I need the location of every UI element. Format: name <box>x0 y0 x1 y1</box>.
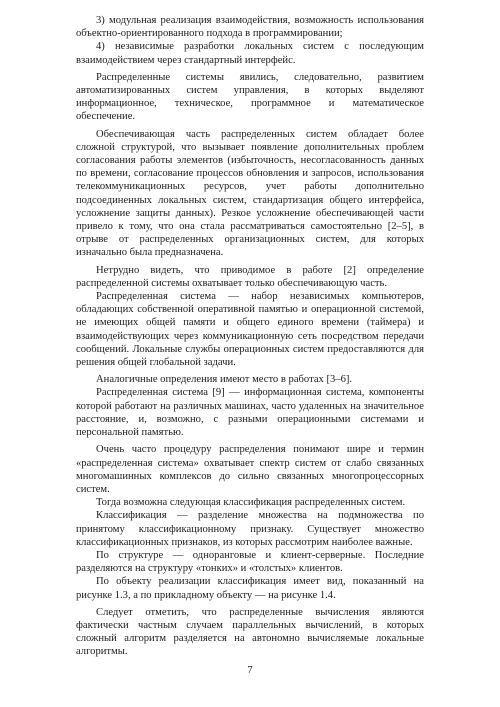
body-text <box>76 14 424 659</box>
definition-paragraph: Распределенная система — набор независимых компьютеров, обладающих собственной оперативной памятью и операционной системой, не имеющих общей памяти и общего единого времени (таймера) и взаимодействующих через коммуникационную сеть посредством передачи сообщений. Локальные службы операционных систем предоставляются для решения общей глобальной задачи. <box>76 291 424 369</box>
paragraph: Обеспечивающая часть распределенных систем обладает более сложной структурой, что вызывает появление дополнительных проблем согласования работы элементов (избыточность, несогласованность данных по времени, согласование процессов обновления и запросов, использования телекоммуникационных ресурсов, учет работы дополнительно подсоединенных локальных систем, стандартизация общего интерфейса, усложнение защиты данных). Резкое усложнение обеспечивающей части привело к тому, что она стала рассматриваться самостоятельно [2–5], в отрыве от распределенных организационных систем, для которых изначально была предназначена. <box>76 128 424 259</box>
page-number: 7 <box>247 665 253 676</box>
paragraph: Тогда возможна следующая классификация распределенных систем. <box>96 497 406 509</box>
definition-paragraph: Распределенная система [9] — информационная система, компоненты которой работают на различных машинах, часто удаленных на значительное расстояние, и, возможно, с разными операционными системами и персональной памятью. <box>76 387 424 439</box>
paragraph: Распределенные системы явились, следовательно, развитием автоматизированных систем управления, в которых выделяют информационное, техническое, программное и математическое обеспечение. <box>76 71 424 123</box>
paragraph: Очень часто процедуру распределения понимают шире и термин «распределенная система» охватывает спектр систем от слабо связанных многомашинных комплексов до сильно связанных многопроцессорных систем. <box>76 444 424 495</box>
list-item-4: 4) независимые разработки локальных систем с последующим взаимодействием через стандартный интерфейс. <box>76 41 424 66</box>
paragraph: По объекту реализации классификация имеет вид, показанный на рисунке 1.3, а по прикладному объекту — на рисунке 1.4. <box>76 576 424 601</box>
list-item-3: 3) модульная реализация взаимодействия, возможность использования объектно-ориентированного подхода в программировании; <box>76 15 424 40</box>
paragraph: По структуре — одноранговые и клиент-серверные. Последние разделяются на структуру «тонких» и «толстых» клиентов. <box>76 549 424 575</box>
paragraph: Нетрудно видеть, что приводимое в работе [2] определение распределенной системы охватывает только обеспечивающую часть. <box>76 264 424 289</box>
paragraph: Аналогичные определения имеют место в работах [3–6]. <box>96 374 353 386</box>
paragraph: Следует отметить, что распределенные вычисления являются фактически частным случаем параллельных вычислений, в которых сложный алгоритм разделяется на автономно вычисляемые локальные алгоритмы. <box>76 606 424 658</box>
definition-paragraph: Классификация — разделение множества на подмножества по принятому классификационному признаку. Существует множество классификационных признаков, из которых рассмотрим наиболее важные. <box>76 510 424 548</box>
